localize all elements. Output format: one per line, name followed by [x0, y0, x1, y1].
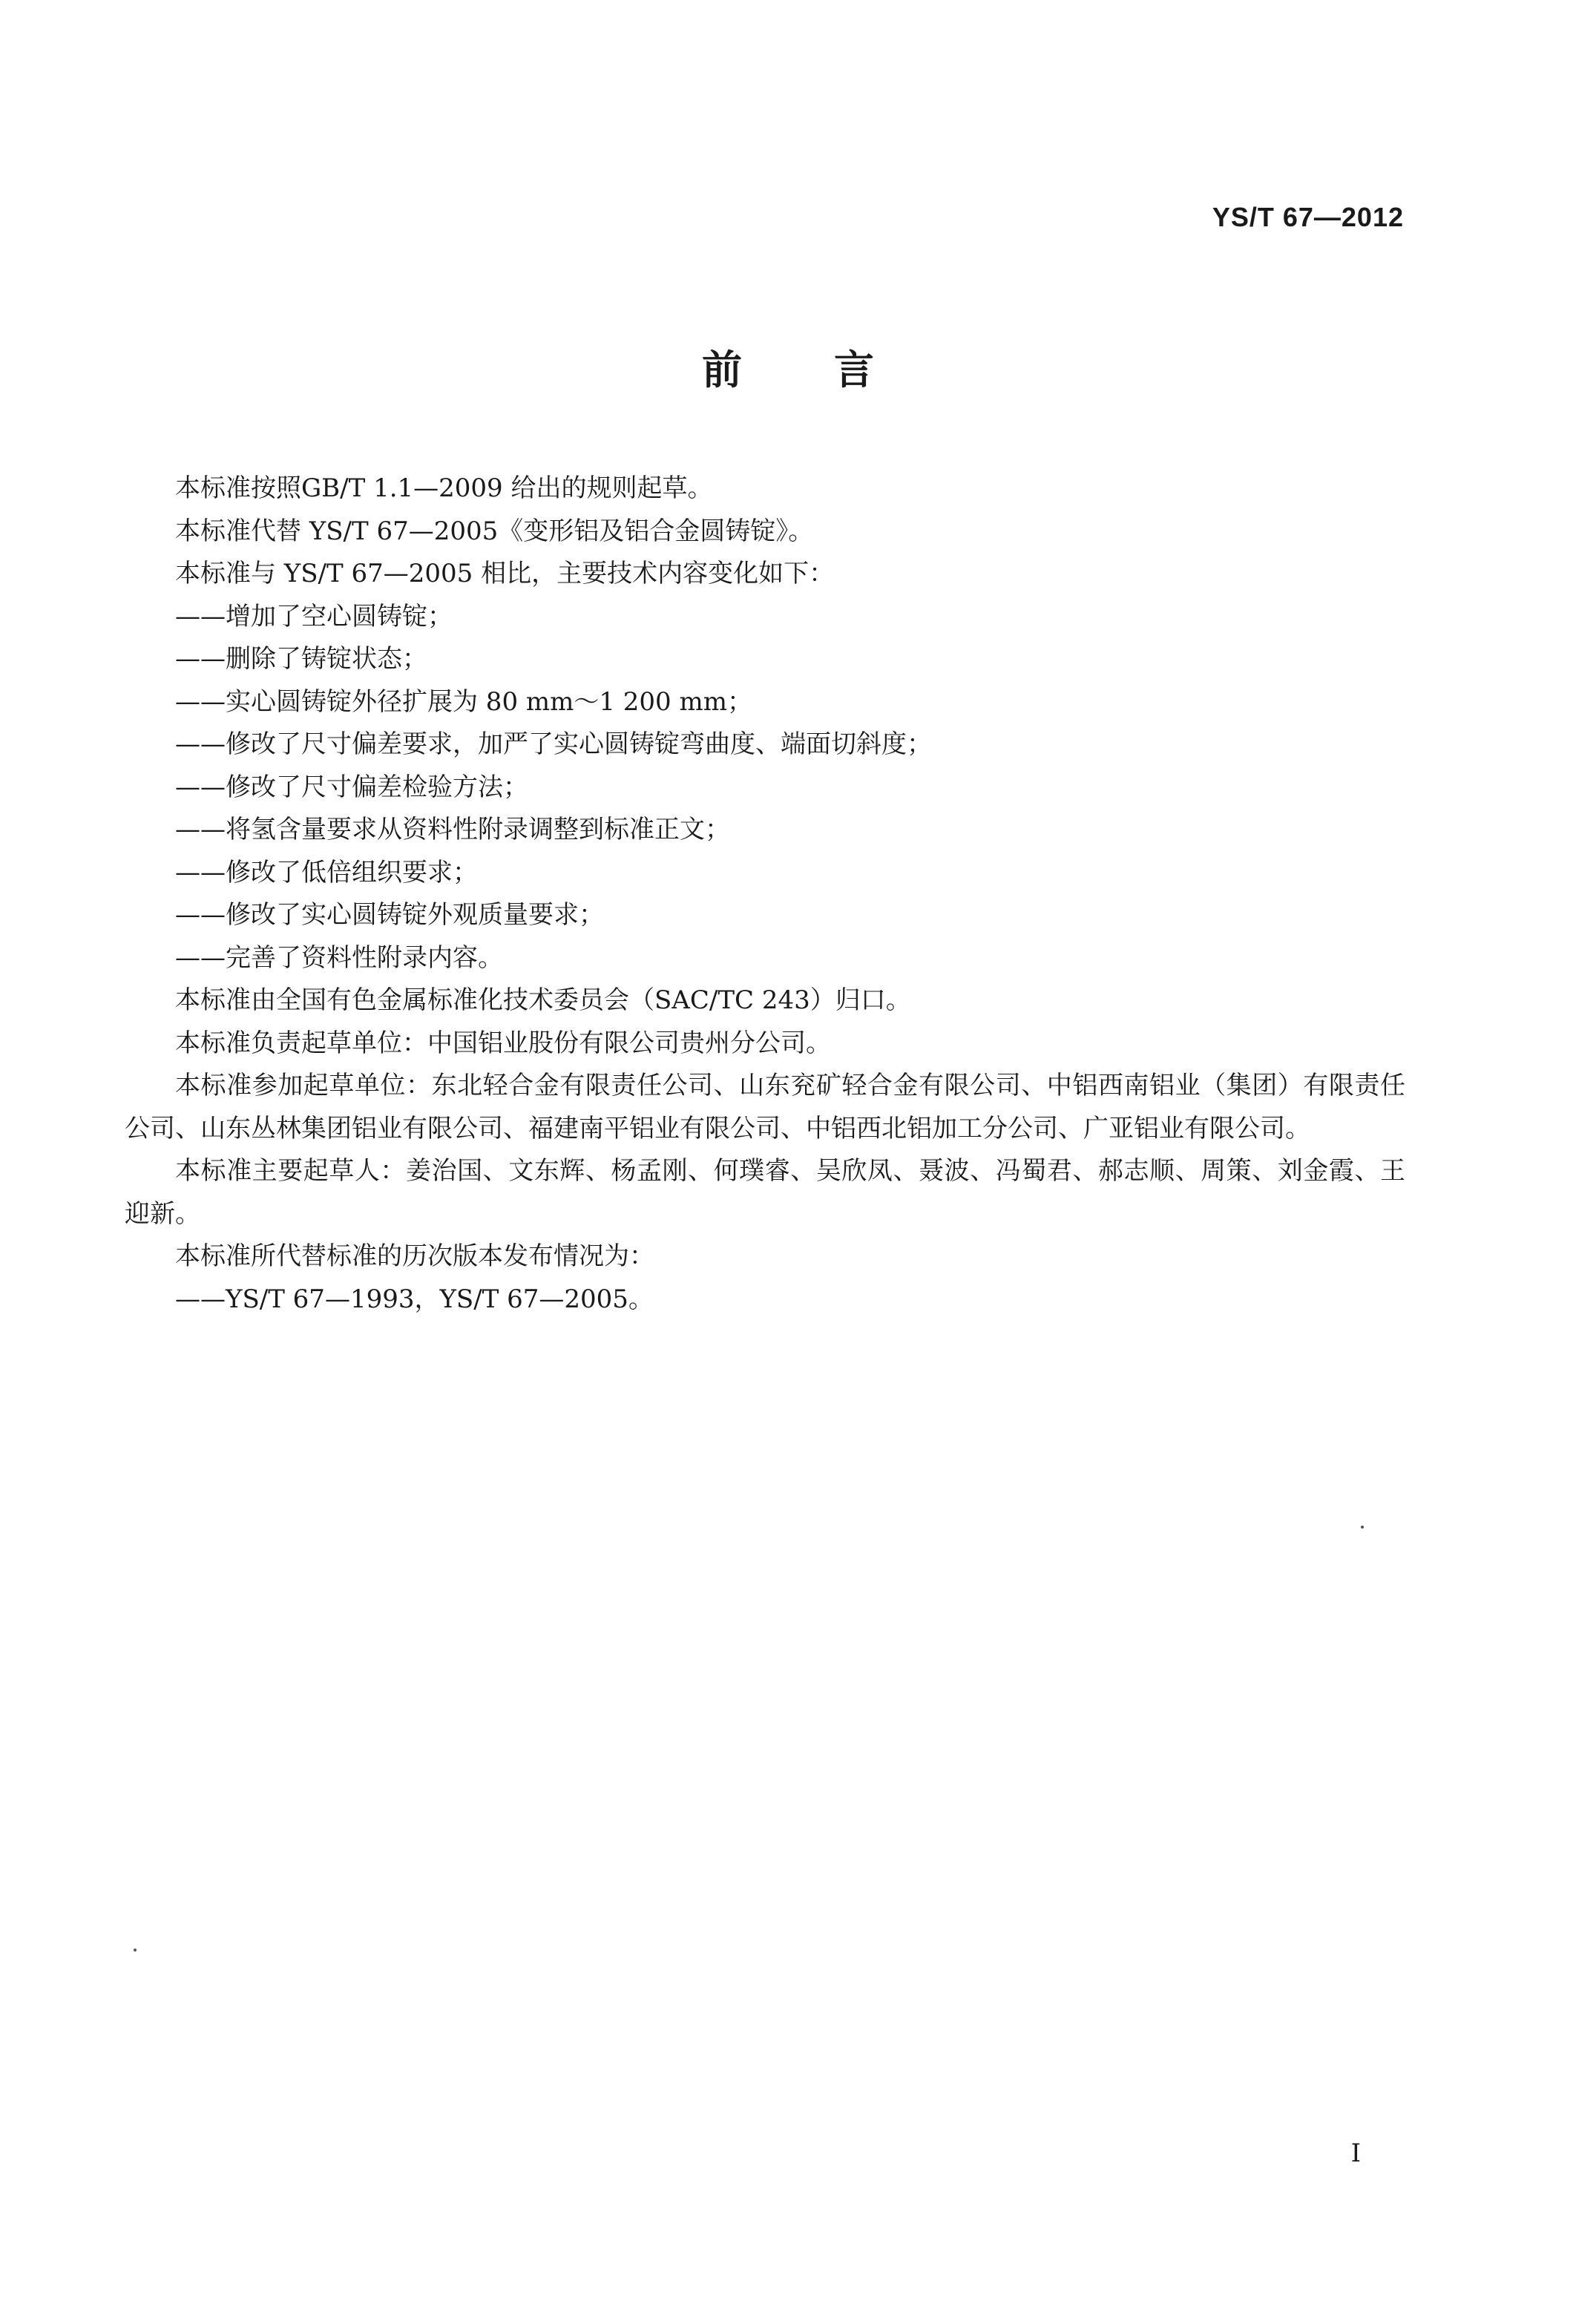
change-item: ——修改了尺寸偏差检验方法； — [175, 772, 528, 802]
change-item: ——修改了实心圆铸锭外观质量要求； — [175, 900, 604, 930]
changes-intro-paragraph: 本标准与 YS/T 67—2005 相比，主要技术内容变化如下： — [175, 559, 835, 588]
scan-speck — [134, 1949, 137, 1952]
change-item: ——修改了低倍组织要求； — [175, 857, 478, 887]
change-item: ——实心圆铸锭外径扩展为 80 mm～1 200 mm； — [175, 686, 752, 717]
drafting-rules-paragraph: 本标准按照GB/T 1.1—2009 给出的规则起草。 — [175, 473, 713, 503]
scan-speck — [1361, 1526, 1364, 1529]
replacement-paragraph: 本标准代替 YS/T 67—2005《变形铝及铝合金圆铸锭》。 — [175, 516, 814, 546]
page-title: 前言 — [702, 347, 966, 393]
responsible-drafter-paragraph: 本标准负责起草单位：中国铝业股份有限公司贵州分公司。 — [175, 1028, 831, 1058]
change-item: ——删除了铸锭状态； — [175, 644, 427, 674]
version-history-intro-paragraph: 本标准所代替标准的历次版本发布情况为： — [175, 1241, 654, 1271]
technical-committee-paragraph: 本标准由全国有色金属标准化技术委员会（SAC/TC 243）归口。 — [175, 985, 911, 1015]
changes-list — [125, 596, 1405, 980]
foreword-body — [125, 467, 1405, 1321]
participating-units-paragraph: 本标准参加起草单位：东北轻合金有限责任公司、山东兖矿轻合金有限公司、中铝西南铝业（集团）有限责任公司、山东丛林集团铝业有限公司、福建南平铝业有限公司、中铝西北铝加工分公司、广亚铝业有限公司。 — [125, 1071, 1405, 1143]
standard-code: YS/T 67—2012 — [1212, 202, 1404, 232]
change-item: ——修改了尺寸偏差要求，加严了实心圆铸锭弯曲度、端面切斜度； — [175, 729, 932, 759]
main-drafters-paragraph: 本标准主要起草人：姜治国、文东辉、杨孟刚、何璞睿、吴欣凤、聂波、冯蜀君、郝志顺、周策、刘金霞、王迎新。 — [125, 1156, 1405, 1229]
version-history-item: ——YS/T 67—1993，YS/T 67—2005。 — [175, 1284, 654, 1314]
change-item: ——完善了资料性附录内容。 — [175, 942, 503, 973]
change-item: ——将氢含量要求从资料性附录调整到标准正文； — [175, 815, 730, 844]
page-number: I — [1350, 2138, 1361, 2168]
change-item: ——增加了空心圆铸锭； — [175, 601, 453, 631]
